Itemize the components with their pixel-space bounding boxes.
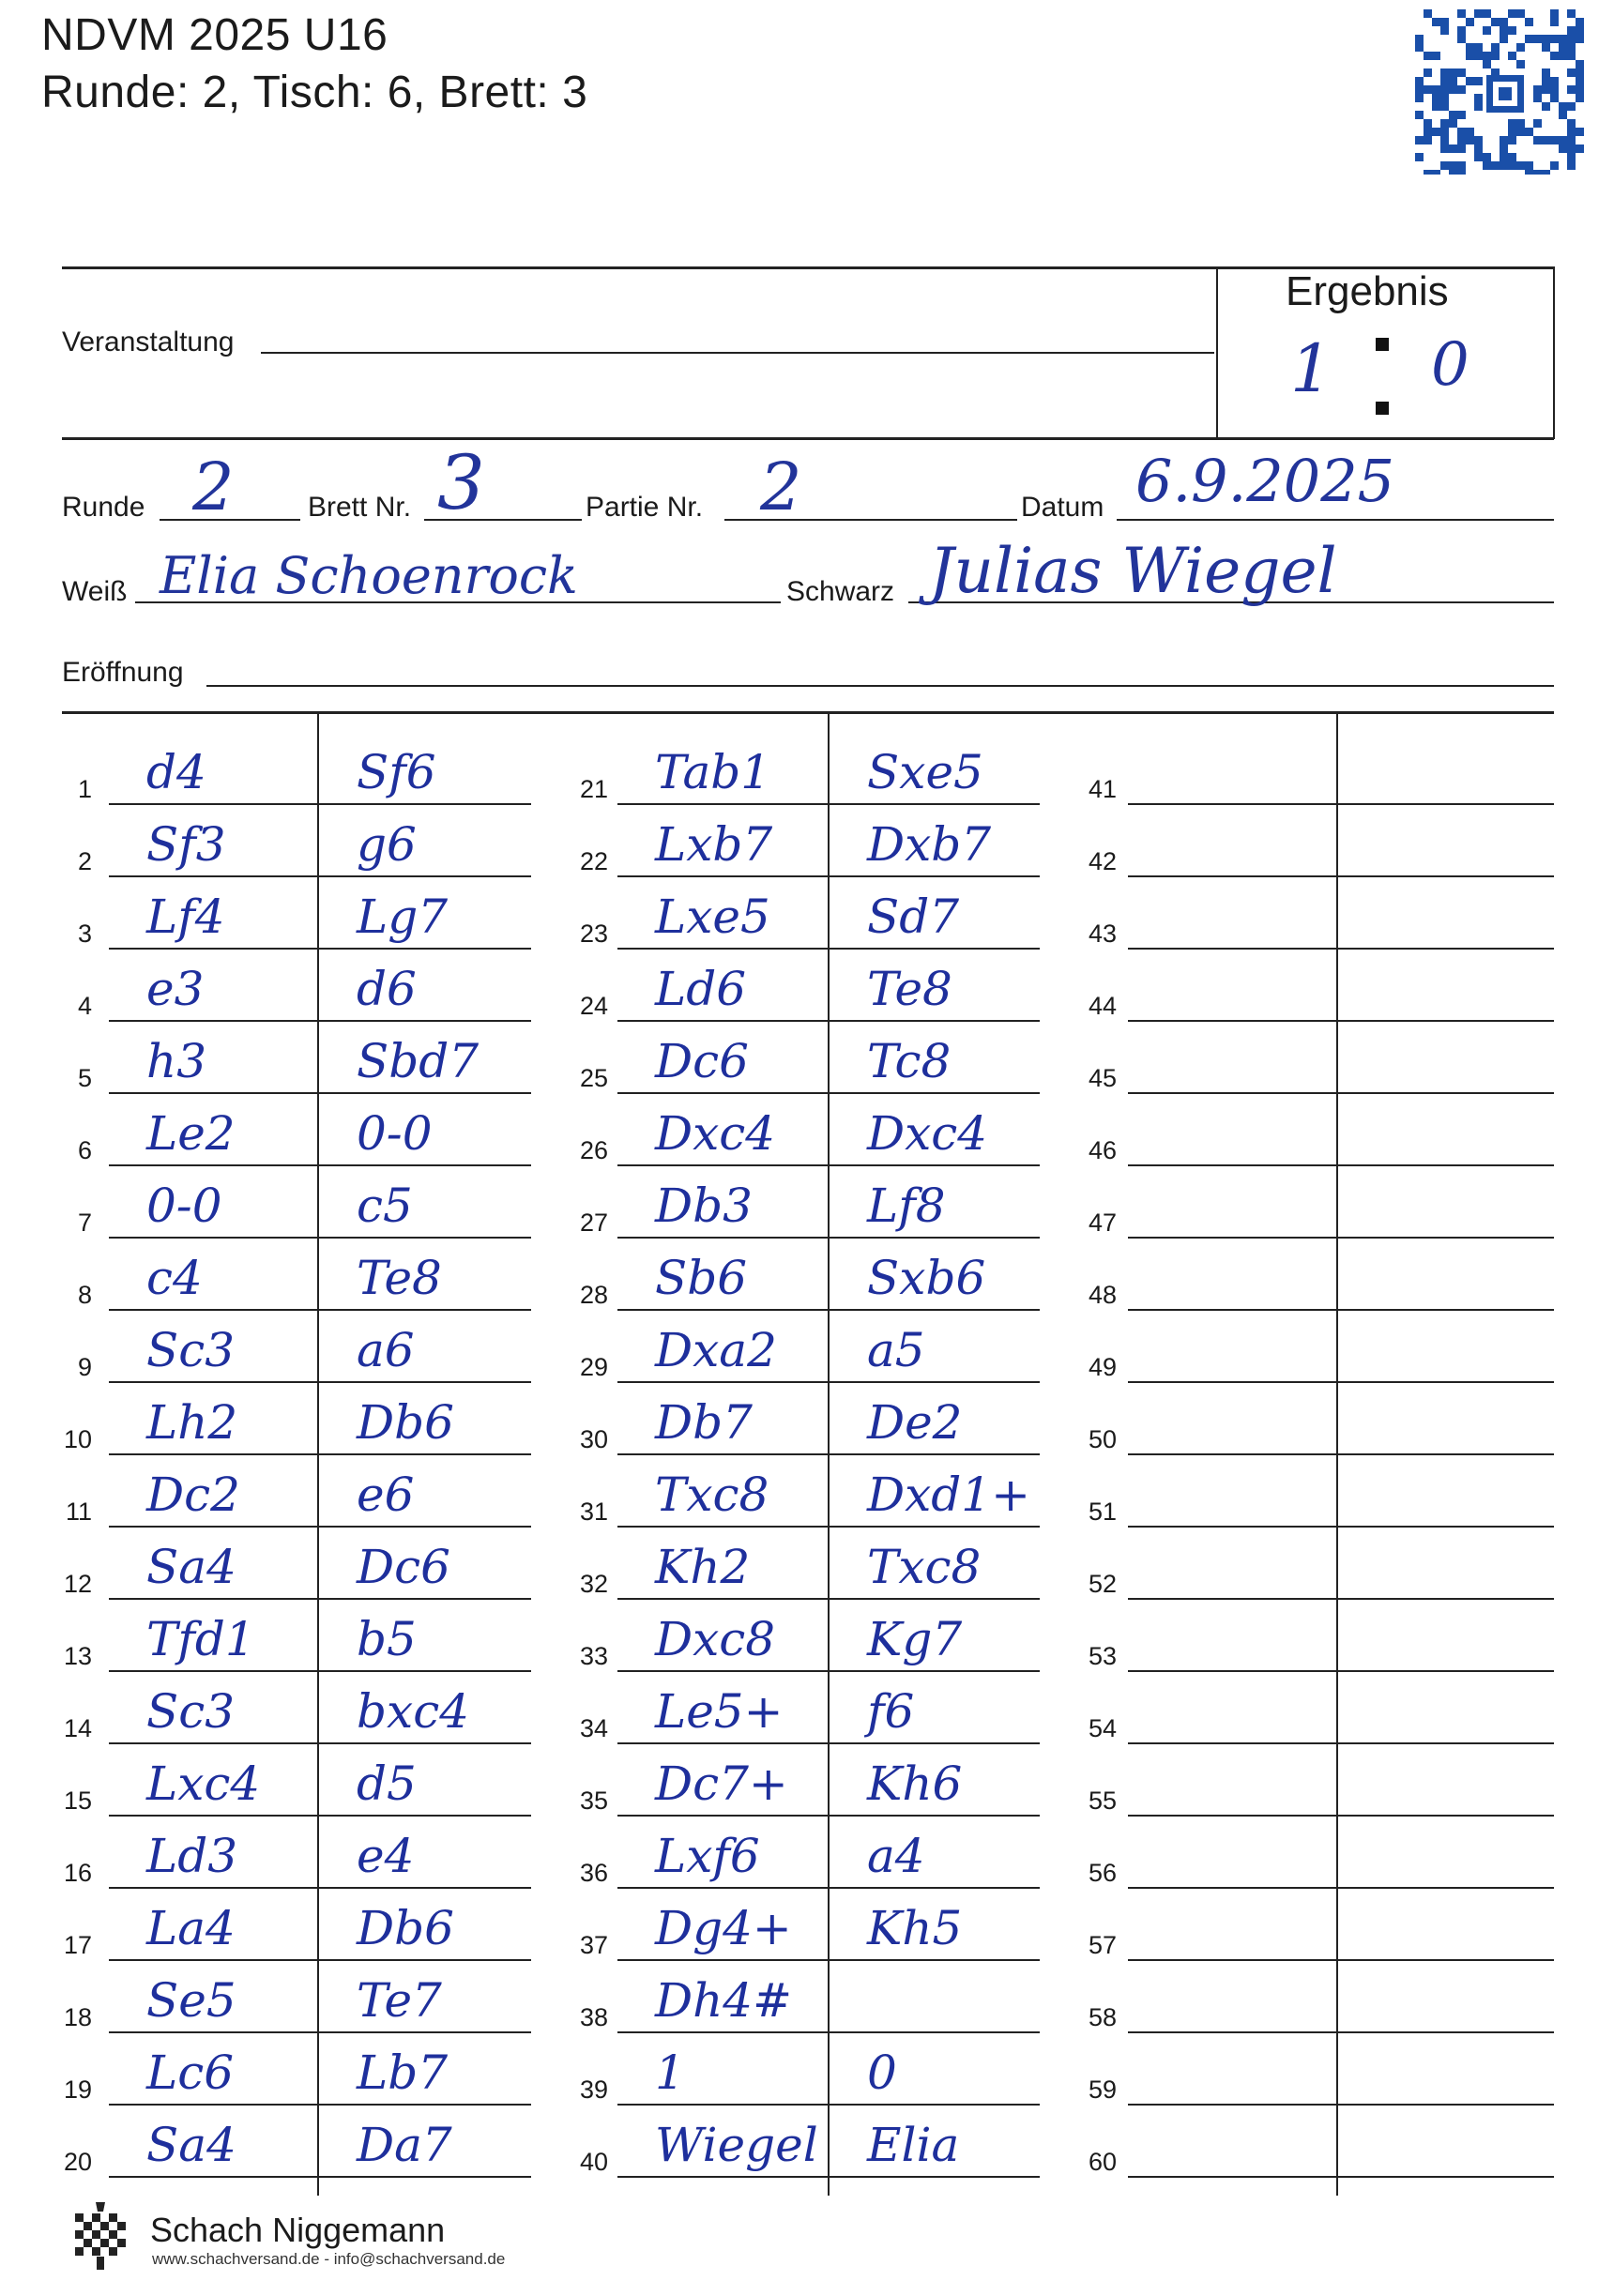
- move-row-line: [1128, 2176, 1554, 2178]
- move-row-line: [617, 1598, 1040, 1600]
- white-move: c4: [146, 1251, 203, 1305]
- move-row-line: [1128, 1815, 1554, 1817]
- move-number: 54: [1088, 1714, 1117, 1742]
- move-number: 31: [579, 1498, 608, 1526]
- black-move: bxc4: [357, 1684, 470, 1739]
- move-number: 53: [1088, 1642, 1117, 1670]
- move-number: 26: [579, 1136, 608, 1164]
- move-number: 3: [77, 920, 92, 948]
- move-number: 39: [579, 2076, 608, 2104]
- black-move: Sxe5: [867, 745, 983, 799]
- move-number: 32: [579, 1570, 608, 1598]
- white-move: Lxe5: [655, 890, 770, 944]
- black-move: e6: [357, 1467, 415, 1522]
- result-separator-lower: [1376, 402, 1389, 415]
- move-number: 5: [77, 1064, 92, 1092]
- veranstaltung-label: Veranstaltung: [62, 327, 235, 357]
- partie-label: Partie Nr.: [586, 492, 704, 523]
- move-row-line: [109, 1020, 531, 1022]
- move-number: 4: [77, 992, 92, 1020]
- move-row-line: [109, 1670, 531, 1672]
- move-number: 13: [63, 1642, 92, 1670]
- move-row-line: [617, 1164, 1040, 1166]
- white-move: Sb6: [655, 1251, 748, 1305]
- white-move: Db3: [655, 1178, 753, 1233]
- black-move: Dxc4: [867, 1106, 988, 1161]
- ergebnis-label: Ergebnis: [1286, 268, 1449, 314]
- move-number: 12: [63, 1570, 92, 1598]
- move-number: 11: [65, 1498, 92, 1526]
- move-row-line: [109, 1598, 531, 1600]
- black-move: Lf8: [867, 1178, 946, 1233]
- move-number: 44: [1088, 992, 1117, 1020]
- move-number: 9: [77, 1353, 92, 1381]
- white-move: 1: [655, 2045, 685, 2100]
- move-number: 55: [1088, 1787, 1117, 1815]
- move-row-line: [109, 1237, 531, 1239]
- move-number: 38: [579, 2003, 608, 2031]
- move-row-line: [1128, 1092, 1554, 1094]
- move-row-line: [1128, 1309, 1554, 1311]
- white-move: Lf4: [146, 890, 225, 944]
- move-row-line: [109, 1959, 531, 1961]
- move-row-line: [1128, 1164, 1554, 1166]
- black-move: Sbd7: [357, 1034, 480, 1088]
- move-row-line: [1128, 1526, 1554, 1528]
- black-move: Sf6: [357, 745, 436, 799]
- white-move: Lxc4: [146, 1756, 261, 1811]
- result-black: 0: [1431, 330, 1469, 400]
- white-move: Dxc8: [655, 1612, 776, 1666]
- page-title: NDVM 2025 U16: [41, 10, 388, 60]
- black-move: Dxd1+: [867, 1467, 1030, 1522]
- white-move: La4: [146, 1901, 236, 1955]
- move-number: 45: [1088, 1064, 1117, 1092]
- move-row-line: [1128, 1598, 1554, 1600]
- move-row-line: [109, 1381, 531, 1383]
- move-number: 1: [77, 775, 92, 803]
- black-move: g6: [357, 817, 417, 872]
- black-move: 0: [867, 2045, 897, 2100]
- white-move: Lxf6: [655, 1829, 760, 1883]
- white-move: Sf3: [146, 817, 226, 872]
- black-move: Lb7: [357, 2045, 449, 2100]
- black-move: Te8: [867, 962, 952, 1016]
- move-number: 40: [579, 2148, 608, 2176]
- move-row-line: [109, 1164, 531, 1166]
- white-move: Db7: [655, 1395, 753, 1450]
- runde-label: Runde: [62, 492, 145, 523]
- move-row-line: [1128, 2104, 1554, 2106]
- brett-label: Brett Nr.: [308, 492, 412, 523]
- black-move: Tc8: [867, 1034, 952, 1088]
- move-row-line: [617, 1742, 1040, 1744]
- white-move: Txc8: [655, 1467, 769, 1522]
- white-move: 0-0: [146, 1178, 222, 1233]
- white-move: Dh4#: [655, 1973, 792, 2028]
- footer-contact: www.schachversand.de - info@schachversand.de: [152, 2250, 506, 2268]
- white-move: Lxb7: [655, 817, 773, 872]
- white-move: Tfd1: [146, 1612, 255, 1666]
- white-move: Dc7+: [655, 1756, 788, 1811]
- move-number: 48: [1088, 1281, 1117, 1309]
- move-number: 22: [579, 847, 608, 875]
- move-number: 58: [1088, 2003, 1117, 2031]
- move-row-line: [1128, 1453, 1554, 1455]
- move-row-line: [109, 1309, 531, 1311]
- move-row-line: [617, 2104, 1040, 2106]
- move-number: 29: [579, 1353, 608, 1381]
- black-move: c5: [357, 1178, 413, 1233]
- white-move: Sc3: [146, 1323, 236, 1377]
- black-move: b5: [357, 1612, 417, 1666]
- move-row-line: [1128, 875, 1554, 877]
- move-number: 10: [63, 1425, 92, 1453]
- move-number: 2: [77, 847, 92, 875]
- move-row-line: [1128, 1959, 1554, 1961]
- schwarz-value: Julias Wiegel: [929, 535, 1337, 607]
- qr-code-icon: [1415, 9, 1584, 175]
- move-row-line: [617, 875, 1040, 877]
- move-row-line: [109, 2104, 531, 2106]
- move-row-line: [1128, 948, 1554, 950]
- move-number: 35: [579, 1787, 608, 1815]
- move-row-line: [1128, 1887, 1554, 1889]
- partie-value: 2: [760, 449, 802, 525]
- move-row-line: [109, 803, 531, 805]
- black-move: a5: [867, 1323, 925, 1377]
- white-move: Dxc4: [655, 1106, 776, 1161]
- move-number: 28: [579, 1281, 608, 1309]
- white-move: e3: [146, 962, 205, 1016]
- move-number: 37: [579, 1931, 608, 1959]
- move-number: 25: [579, 1064, 608, 1092]
- move-row-line: [109, 2176, 531, 2178]
- black-move: Elia: [867, 2118, 960, 2172]
- move-number: 18: [63, 2003, 92, 2031]
- move-number: 30: [579, 1425, 608, 1453]
- move-number: 51: [1088, 1498, 1117, 1526]
- move-number: 21: [579, 775, 608, 803]
- brett-value: 3: [437, 439, 485, 526]
- black-move: Dxb7: [867, 817, 992, 872]
- black-move: a6: [357, 1323, 415, 1377]
- black-move: d5: [357, 1756, 417, 1811]
- white-move: Sc3: [146, 1684, 236, 1739]
- move-row-line: [109, 2031, 531, 2033]
- white-move: Lh2: [146, 1395, 238, 1450]
- move-number: 6: [77, 1136, 92, 1164]
- move-row-line: [109, 948, 531, 950]
- white-move: Dc2: [146, 1467, 240, 1522]
- move-number: 50: [1088, 1425, 1117, 1453]
- move-row-line: [617, 1453, 1040, 1455]
- move-row-line: [617, 1381, 1040, 1383]
- move-number: 49: [1088, 1353, 1117, 1381]
- move-row-line: [109, 1526, 531, 1528]
- move-row-line: [109, 1887, 531, 1889]
- black-move: f6: [867, 1684, 915, 1739]
- white-move: Le2: [146, 1106, 236, 1161]
- black-move: e4: [357, 1829, 415, 1883]
- black-move: Te7: [357, 1973, 442, 2028]
- weiss-value: Elia Schoenrock: [160, 546, 578, 605]
- white-move: Ld6: [655, 962, 747, 1016]
- move-row-line: [109, 1092, 531, 1094]
- move-number: 14: [63, 1714, 92, 1742]
- move-number: 57: [1088, 1931, 1117, 1959]
- white-move: Tab1: [655, 745, 771, 799]
- black-move: Sd7: [867, 890, 960, 944]
- move-number: 19: [63, 2076, 92, 2104]
- move-row-line: [617, 1092, 1040, 1094]
- move-row-line: [617, 1887, 1040, 1889]
- white-move: Wiegel: [655, 2118, 818, 2172]
- black-move: Kh5: [867, 1901, 963, 1955]
- move-row-line: [617, 1815, 1040, 1817]
- chess-board-logo-icon: [68, 2200, 133, 2272]
- move-row-line: [617, 803, 1040, 805]
- black-move: 0-0: [357, 1106, 433, 1161]
- move-number: 42: [1088, 847, 1117, 875]
- white-move: Sa4: [146, 2118, 236, 2172]
- move-number: 20: [63, 2148, 92, 2176]
- black-move: Te8: [357, 1251, 442, 1305]
- runde-value: 2: [192, 449, 235, 525]
- move-number: 16: [63, 1859, 92, 1887]
- result-separator: [1376, 338, 1389, 351]
- schwarz-label: Schwarz: [786, 576, 895, 607]
- move-row-line: [1128, 803, 1554, 805]
- datum-label: Datum: [1021, 492, 1104, 523]
- white-move: Dxa2: [655, 1323, 777, 1377]
- move-row-line: [109, 1815, 531, 1817]
- move-row-line: [109, 1453, 531, 1455]
- move-number: 23: [579, 920, 608, 948]
- move-number: 46: [1088, 1136, 1117, 1164]
- white-move: Kh2: [655, 1540, 751, 1594]
- move-number: 34: [579, 1714, 608, 1742]
- result-white: 1: [1290, 330, 1332, 407]
- white-move: Sa4: [146, 1540, 236, 1594]
- black-move: Kg7: [867, 1612, 963, 1666]
- move-number: 33: [579, 1642, 608, 1670]
- white-move: Dg4+: [655, 1901, 792, 1955]
- white-move: h3: [146, 1034, 207, 1088]
- move-number: 7: [77, 1209, 92, 1237]
- footer-brand: Schach Niggemann: [150, 2211, 446, 2249]
- page-subtitle: Runde: 2, Tisch: 6, Brett: 3: [41, 68, 588, 117]
- white-move: Ld3: [146, 1829, 238, 1883]
- weiss-label: Weiß: [62, 576, 128, 607]
- move-row-line: [1128, 1020, 1554, 1022]
- black-move: De2: [867, 1395, 963, 1450]
- move-row-line: [617, 1020, 1040, 1022]
- move-row-line: [109, 875, 531, 877]
- eroeffnung-label: Eröffnung: [62, 657, 184, 688]
- move-row-line: [617, 1959, 1040, 1961]
- black-move: Txc8: [867, 1540, 982, 1594]
- move-number: 36: [579, 1859, 608, 1887]
- black-move: Db6: [357, 1395, 454, 1450]
- move-row-line: [1128, 1381, 1554, 1383]
- white-move: Dc6: [655, 1034, 749, 1088]
- move-row-line: [617, 948, 1040, 950]
- black-move: Db6: [357, 1901, 454, 1955]
- move-row-line: [1128, 1742, 1554, 1744]
- black-move: Dc6: [357, 1540, 450, 1594]
- move-row-line: [617, 1237, 1040, 1239]
- black-move: a4: [867, 1829, 925, 1883]
- move-row-line: [617, 1309, 1040, 1311]
- move-row-line: [617, 2031, 1040, 2033]
- black-move: d6: [357, 962, 417, 1016]
- move-row-line: [1128, 1237, 1554, 1239]
- move-number: 47: [1088, 1209, 1117, 1237]
- black-move: Kh6: [867, 1756, 963, 1811]
- move-number: 27: [579, 1209, 608, 1237]
- move-number: 24: [579, 992, 608, 1020]
- white-move: Lc6: [146, 2045, 235, 2100]
- move-row-line: [617, 1526, 1040, 1528]
- move-row-line: [1128, 1670, 1554, 1672]
- move-number: 60: [1088, 2148, 1117, 2176]
- move-number: 59: [1088, 2076, 1117, 2104]
- move-number: 52: [1088, 1570, 1117, 1598]
- move-number: 17: [63, 1931, 92, 1959]
- white-move: Le5+: [655, 1684, 784, 1739]
- move-number: 8: [77, 1281, 92, 1309]
- black-move: Da7: [357, 2118, 452, 2172]
- white-move: d4: [146, 745, 206, 799]
- move-number: 41: [1088, 775, 1117, 803]
- datum-value: 6.9.2025: [1135, 447, 1395, 515]
- move-number: 56: [1088, 1859, 1117, 1887]
- move-row-line: [617, 2176, 1040, 2178]
- move-row-line: [109, 1742, 531, 1744]
- move-number: 43: [1088, 920, 1117, 948]
- black-move: Sxb6: [867, 1251, 986, 1305]
- move-row-line: [1128, 2031, 1554, 2033]
- move-number: 15: [63, 1787, 92, 1815]
- move-row-line: [617, 1670, 1040, 1672]
- black-move: Lg7: [357, 890, 449, 944]
- white-move: Se5: [146, 1973, 236, 2028]
